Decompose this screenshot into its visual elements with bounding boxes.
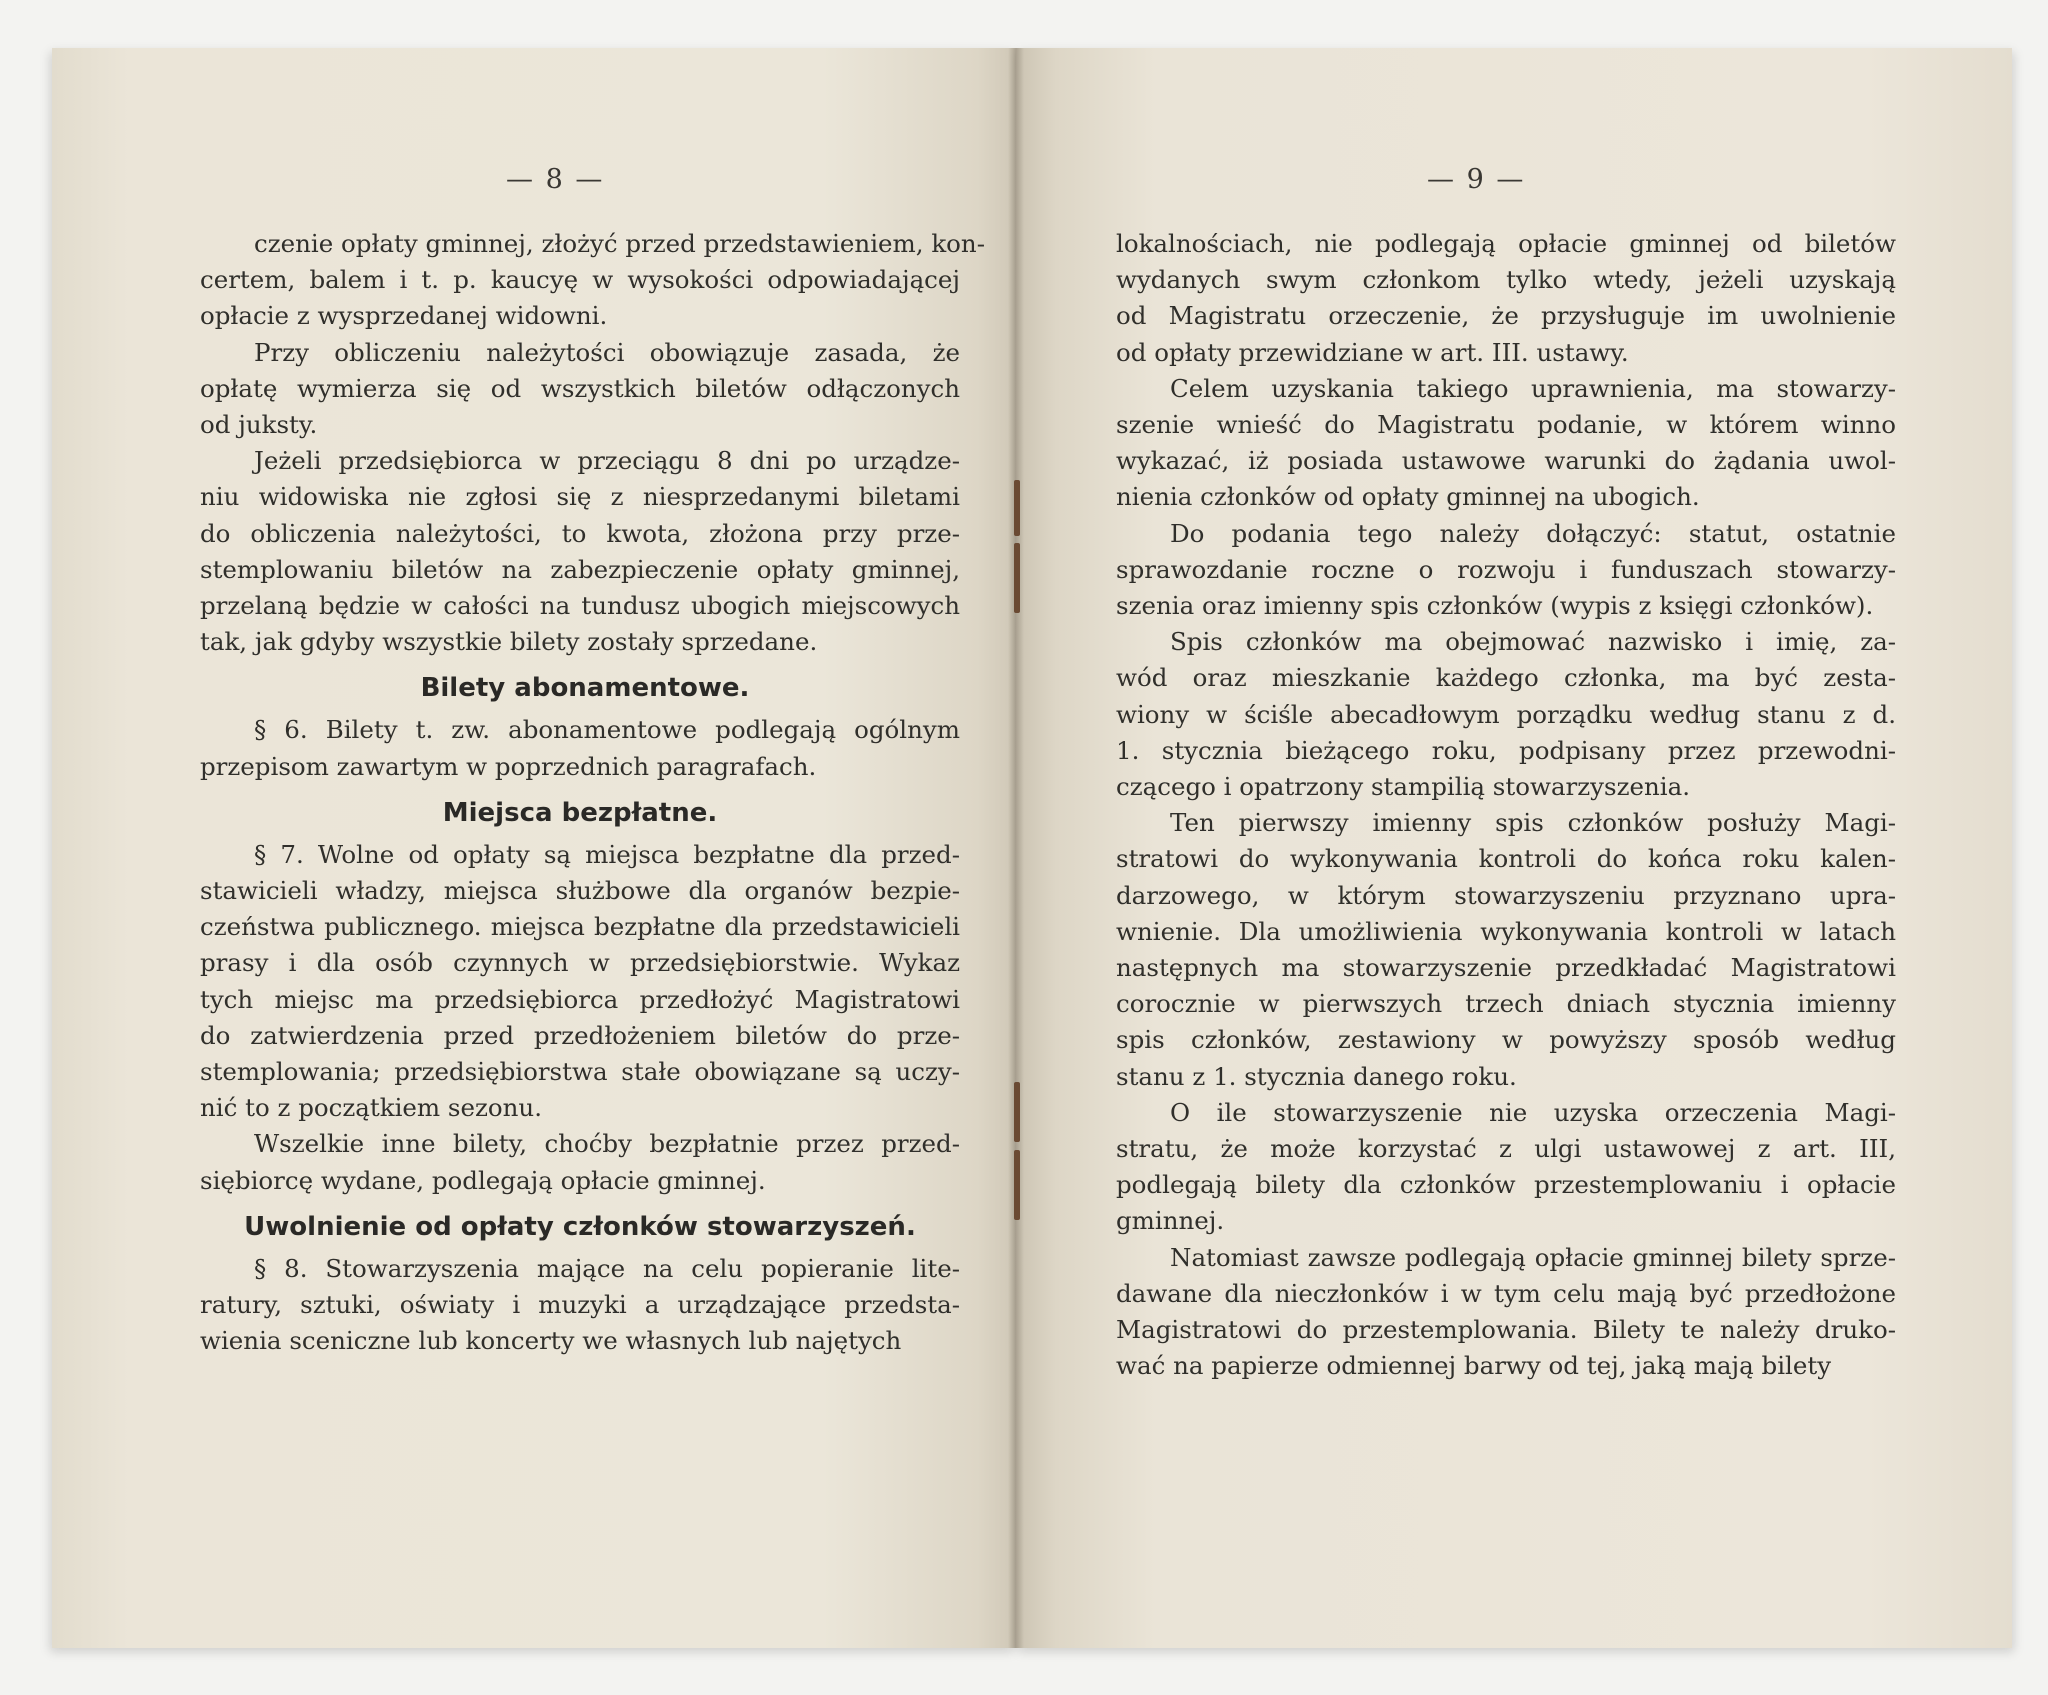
text-line: stawicieli władzy, miejsca służbowe dla organów bezpie-	[200, 876, 960, 906]
text-line: opłatę wymierza się od wszystkich biletów odłączonych	[200, 373, 960, 403]
text-line: Wszelkie inne bilety, choćby bezpłatnie przez przed-	[254, 1129, 960, 1159]
section-heading: Uwolnienie od opłaty członków stowarzyszeń.	[244, 1211, 916, 1242]
page-number-left: — 8 —	[506, 164, 605, 195]
text-line: sprawozdanie roczne o rozwoju i funduszach stowarzy-	[1116, 554, 1896, 584]
paragraph	[1116, 371, 1896, 516]
paragraph	[1116, 516, 1896, 625]
text-line: następnych ma stowarzyszenie przedkładać Magistratowi	[1116, 953, 1896, 983]
right-page-text	[1116, 226, 1896, 1385]
text-line: przepisom zawartym w poprzednich paragrafach.	[200, 751, 817, 781]
text-line: Do podania tego należy dołączyć: statut, ostatnie	[1170, 518, 1896, 548]
text-line: niu widowiska nie zgłosi się z niesprzedanymi biletami	[200, 482, 960, 512]
text-line: § 7. Wolne od opłaty są miejsca bezpłatne dla przed-	[254, 839, 960, 869]
text-line: przelaną będzie w całości na tundusz ubogich miejscowych	[200, 591, 960, 621]
text-line: stanu z 1. stycznia danego roku.	[1116, 1061, 1517, 1091]
paragraph	[200, 335, 960, 444]
text-line: Ten pierwszy imienny spis członków posłuży Magi-	[1170, 808, 1896, 838]
text-line: stemplowania; przedsiębiorstwa stałe obowiązane są uczy-	[200, 1057, 960, 1087]
text-line: czeństwa publicznego. miejsca bezpłatne dla przedstawicieli	[200, 912, 960, 942]
staple-top-lower	[1014, 543, 1020, 613]
text-line: od opłaty przewidziane w art. III. ustawy.	[1116, 337, 1629, 367]
text-line: dawane dla nieczłonków i w tym celu mają być przedłożone	[1116, 1278, 1896, 1308]
text-line: spis członków, zestawiony w powyższy sposób według	[1116, 1025, 1896, 1055]
section-heading: Bilety abonamentowe.	[420, 673, 750, 704]
page-number-right: — 9 —	[1427, 164, 1526, 195]
text-line: Jeżeli przedsiębiorca w przeciągu 8 dni po urządze-	[254, 446, 960, 476]
book-gutter	[1008, 48, 1024, 1648]
left-page-text	[200, 226, 985, 1359]
text-line: podlegają bilety dla członków przestemplowaniu i opłacie	[1116, 1170, 1896, 1200]
text-line: prasy i dla osób czynnych w przedsiębiorstwie. Wykaz	[200, 948, 960, 978]
text-line: szenie wnieść do Magistratu podanie, w którem winno	[1116, 410, 1896, 440]
text-line: certem, balem i t. p. kaucyę w wysokości odpowiadającej	[200, 265, 960, 295]
text-line: wiony w ściśle abecadłowym porządku według stanu z d.	[1116, 699, 1896, 729]
text-line: Przy obliczeniu należytości obowiązuje zasada, że	[254, 337, 960, 367]
text-line: opłacie z wysprzedanej widowni.	[200, 301, 608, 331]
paragraph	[200, 1126, 960, 1198]
paragraph	[200, 443, 960, 660]
text-line: lokalnościach, nie podlegają opłacie gminnej od biletów	[1116, 229, 1896, 258]
section-heading: Miejsca bezpłatne.	[442, 797, 718, 828]
text-line: czącego i opatrzony stampilią stowarzyszenia.	[1116, 772, 1691, 802]
text-line: nić to z początkiem sezonu.	[200, 1093, 542, 1123]
paragraph	[200, 1251, 960, 1360]
staple-bottom-lower	[1014, 1150, 1020, 1220]
text-line: do obliczenia należytości, to kwota, złożona przy prze-	[200, 518, 960, 548]
text-line: Celem uzyskania takiego uprawnienia, ma stowarzy-	[1170, 373, 1896, 403]
text-line: siębiorcę wydane, podlegają opłacie gminnej.	[200, 1165, 766, 1195]
text-line: Spis członków ma obejmować nazwisko i imię, za-	[1170, 627, 1896, 657]
open-booklet	[52, 48, 2012, 1648]
text-line: § 8. Stowarzyszenia mające na celu popieranie lite-	[254, 1253, 960, 1283]
paragraph	[1116, 624, 1896, 805]
text-line: stemplowaniu biletów na zabezpieczenie opłaty gminnej,	[200, 554, 960, 584]
text-line: do zatwierdzenia przed przedłożeniem biletów do prze-	[200, 1020, 960, 1050]
text-line: wód oraz mieszkanie każdego członka, ma być zesta-	[1116, 663, 1896, 693]
paragraph	[200, 837, 960, 1127]
text-line: § 6. Bilety t. zw. abonamentowe podlegają ogólnym	[254, 715, 960, 745]
text-line: gminnej.	[1116, 1206, 1225, 1236]
text-line: Magistratowi do przestemplowania. Bilety te należy druko-	[1116, 1315, 1896, 1345]
text-line: wać na papierze odmiennej barwy od tej, jaką mają bilety	[1116, 1351, 1832, 1381]
text-line: stratowi do wykonywania kontroli do końca roku kalen-	[1116, 844, 1896, 874]
paragraph	[1116, 805, 1896, 1095]
staple-bottom-upper	[1014, 1082, 1020, 1142]
text-line: corocznie w pierwszych trzech dniach stycznia imienny	[1116, 989, 1896, 1019]
text-line: nienia członków od opłaty gminnej na ubogich.	[1116, 482, 1700, 512]
text-line: od juksty.	[200, 410, 318, 440]
paragraph	[200, 712, 960, 784]
text-line: szenia oraz imienny spis członków (wypis z księgi członków).	[1116, 591, 1874, 621]
text-line: tych miejsc ma przedsiębiorca przedłożyć Magistratowi	[200, 984, 960, 1014]
text-line: wnienie. Dla umożliwienia wykonywania kontroli w latach	[1116, 916, 1896, 946]
staple-top-upper	[1014, 480, 1020, 536]
text-line: od Magistratu orzeczenie, że przysługuje im uwolnienie	[1116, 301, 1896, 331]
text-line: wykazać, iż posiada ustawowe warunki do żądania uwol-	[1116, 446, 1896, 476]
paragraph	[200, 226, 985, 335]
text-line: O ile stowarzyszenie nie uzyska orzeczenia Magi-	[1170, 1097, 1896, 1127]
text-line: wienia sceniczne lub koncerty we własnych lub najętych	[200, 1326, 902, 1356]
paragraph	[1116, 1240, 1896, 1385]
text-line: tak, jak gdyby wszystkie bilety zostały sprzedane.	[200, 627, 818, 657]
text-line: czenie opłaty gminnej, złożyć przed przedstawieniem, kon-	[254, 229, 985, 258]
text-line: stratu, że może korzystać z ulgi ustawowej z art. III,	[1116, 1134, 1896, 1164]
text-line: darzowego, w którym stowarzyszeniu przyznano upra-	[1116, 880, 1896, 910]
paragraph	[1116, 226, 1896, 371]
paragraph	[1116, 1095, 1896, 1240]
text-line: 1. stycznia bieżącego roku, podpisany przez przewodni-	[1116, 735, 1896, 765]
right-page	[1016, 48, 2012, 1648]
text-line: wydanych swym członkom tylko wtedy, jeżeli uzyskają	[1116, 265, 1896, 295]
text-line: ratury, sztuki, oświaty i muzyki a urządzające przedsta-	[200, 1290, 960, 1320]
text-line: Natomiast zawsze podlegają opłacie gminnej bilety sprze-	[1170, 1242, 1896, 1272]
left-page	[52, 48, 1016, 1648]
